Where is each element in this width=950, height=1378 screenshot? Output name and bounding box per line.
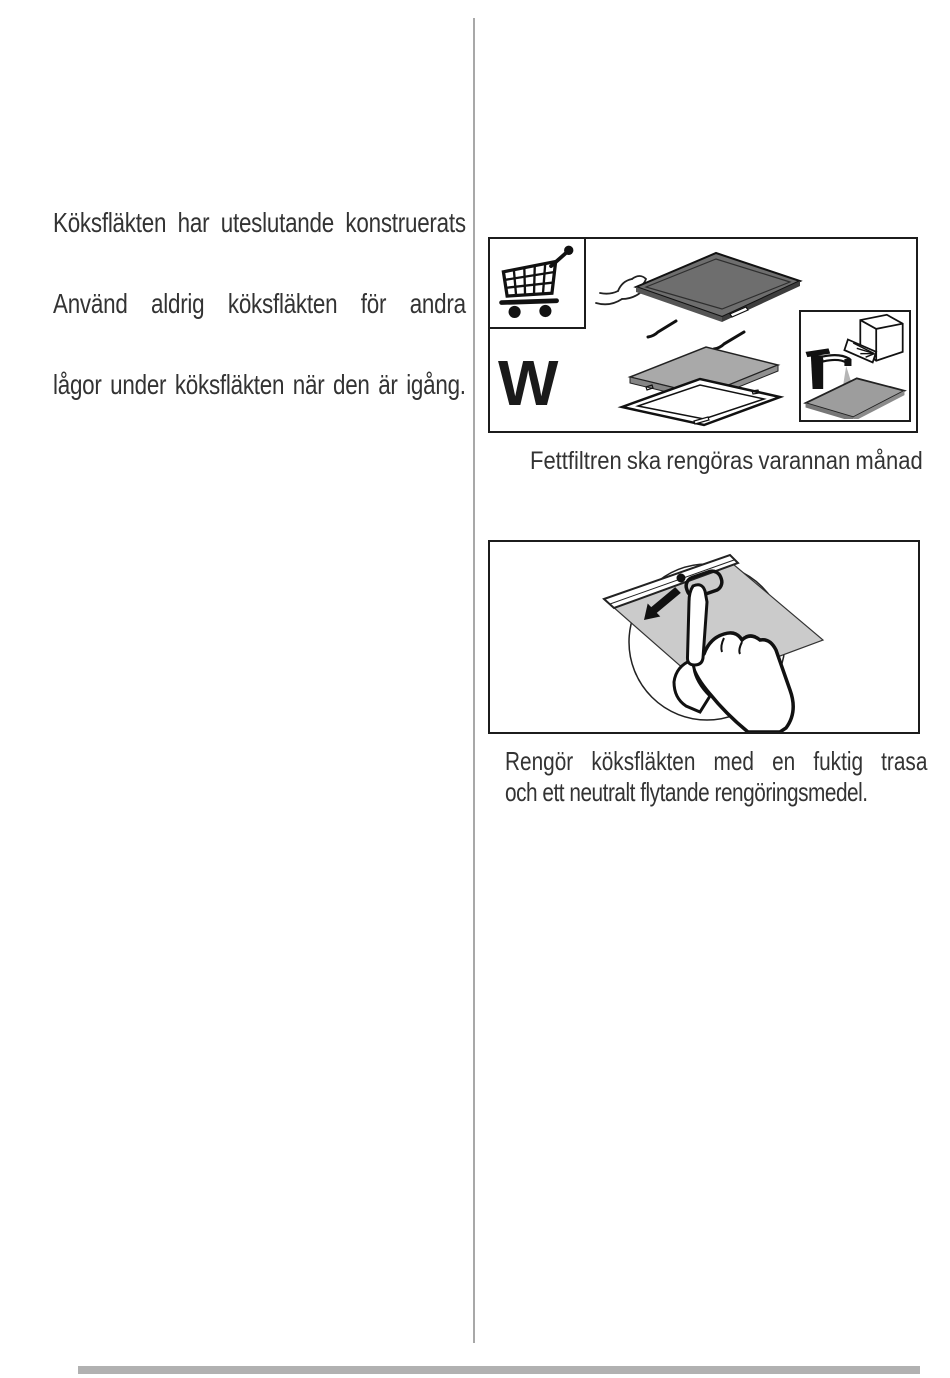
caption-surface-cleaning-line-1: Rengör köksfläkten med en fuktig trasa xyxy=(505,746,928,776)
faucet-dishwasher-wash-icon xyxy=(802,313,908,419)
column-divider xyxy=(473,18,475,1343)
wash-method-box xyxy=(799,310,911,422)
footer-bar xyxy=(78,1366,920,1374)
caption-filter-cleaning: Fettfiltren ska rengöras varannan månad xyxy=(530,447,923,475)
paragraph-line-3: lågor under köksfläkten när den är igång. xyxy=(53,369,466,400)
shopping-cart-icon xyxy=(495,243,579,323)
figure-filter-cleaning xyxy=(488,237,918,433)
figure-filter-release xyxy=(488,540,920,734)
paragraph-line-1: Köksfläkten har uteslutande konstruerats xyxy=(53,207,466,238)
finger-sliding-filter-latch-icon xyxy=(490,542,918,732)
purchase-symbol-box xyxy=(490,239,586,329)
caption-surface-cleaning xyxy=(505,746,927,808)
washable-symbol-w: W xyxy=(498,347,559,419)
caption-surface-cleaning-line-2: och ett neutralt flytande rengöringsmedel. xyxy=(505,777,868,807)
grease-filter-exploded-icon xyxy=(594,241,804,427)
paragraph-line-2: Använd aldrig köksfläkten för andra xyxy=(53,288,466,319)
